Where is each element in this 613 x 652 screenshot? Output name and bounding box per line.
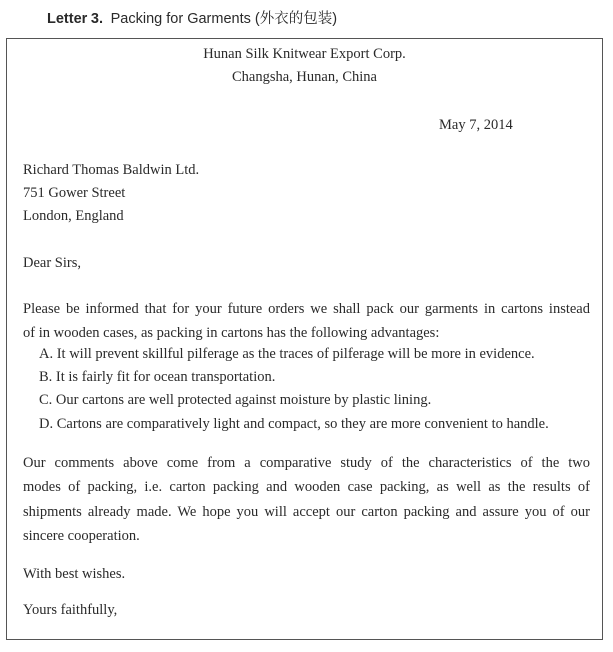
letter-body bbox=[6, 38, 603, 640]
recipient-name: Richard Thomas Baldwin Ltd. bbox=[23, 162, 200, 178]
comments-line: shipments already made. We hope you will accept our carton packing and assure you of our bbox=[23, 503, 590, 520]
intro-paragraph bbox=[23, 297, 590, 346]
comments-line: modes of packing, i.e. carton packing and wooden case packing, as well as the results of bbox=[23, 479, 590, 496]
intro-line: Please be informed that for your future orders we shall pack our garments in cartons instead bbox=[23, 301, 590, 317]
comments-line: Our comments above come from a comparative study of the characteristics of the two bbox=[23, 455, 590, 471]
letter-date: May 7, 2014 bbox=[439, 117, 513, 133]
advantage-item-b: B. It is fairly fit for ocean transportation. bbox=[39, 369, 276, 385]
closing-wish: With best wishes. bbox=[23, 566, 126, 582]
advantage-item-d: D. Cartons are comparatively light and compact, so they are more convenient to handle. bbox=[39, 416, 549, 432]
advantage-item-c: C. Our cartons are well protected against moisture by plastic lining. bbox=[39, 392, 432, 408]
heading-title: Packing for Garments (外衣的包装) bbox=[110, 11, 338, 27]
advantage-item-a: A. It will prevent skillful pilferage as the traces of pilferage will be more in evidence. bbox=[39, 346, 535, 362]
comments-line: sincere cooperation. bbox=[23, 528, 140, 545]
letter-heading bbox=[47, 7, 337, 28]
intro-line: of in wooden cases, as packing in cartons has the following advantages: bbox=[23, 325, 440, 342]
letterhead-company: Hunan Silk Knitwear Export Corp. bbox=[203, 46, 406, 62]
letterhead-location: Changsha, Hunan, China bbox=[232, 69, 377, 85]
recipient-street: 751 Gower Street bbox=[23, 185, 126, 201]
heading-number: 3. bbox=[90, 11, 104, 27]
heading-label: Letter bbox=[47, 11, 88, 27]
complimentary-close: Yours faithfully, bbox=[23, 602, 118, 618]
salutation: Dear Sirs, bbox=[23, 255, 81, 271]
comments-paragraph bbox=[23, 451, 590, 549]
recipient-city: London, England bbox=[23, 208, 124, 224]
